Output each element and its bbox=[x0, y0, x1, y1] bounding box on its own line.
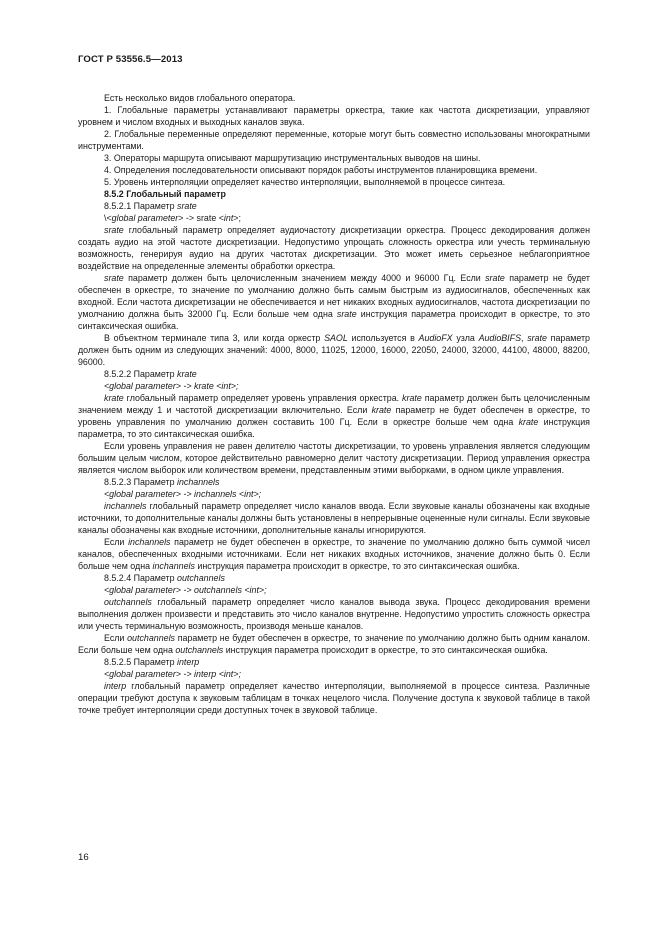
text-run: инструкция параметра происходит в оркестре, то это синтаксическая ошибка. bbox=[78, 309, 590, 331]
paragraph bbox=[78, 680, 590, 716]
italic-term: inchannels bbox=[128, 537, 171, 547]
italic-term: srate bbox=[104, 225, 124, 235]
text-run: В объектном терминале типа 3, или когда оркестр bbox=[104, 333, 325, 343]
text-run: параметр должен быть одним из следующих значений: 4000, 8000, 11025, 12000, 16000, 22050, 24000, 32000, 44100, 48000, 88200, 96000. bbox=[78, 333, 590, 367]
text-run: параметр не будет обеспечен в оркестре, то значение по умолчанию должно быть самым быстрым из аудиосигналов, обеспеченных как входной. Если частота дискретизации не обеспечивается и нет никаких входных аудиосигналов, частота дискретизации по умолчанию должна быть 32000 Гц. Если больше чем одна bbox=[78, 273, 590, 319]
italic-term: interp bbox=[177, 657, 200, 667]
paragraph bbox=[78, 224, 590, 272]
italic-term: <global parameter> -> outchannels <int>; bbox=[104, 585, 267, 595]
text-run: , bbox=[521, 333, 528, 343]
paragraph bbox=[78, 104, 590, 128]
paragraph bbox=[78, 368, 590, 380]
text-run: Если bbox=[104, 537, 129, 547]
text-run: 8.5.2.3 Параметр bbox=[104, 477, 178, 487]
italic-term: outchannels bbox=[177, 573, 225, 583]
text-run: 8.5.2.1 Параметр bbox=[104, 201, 178, 211]
paragraph bbox=[78, 392, 590, 440]
paragraph bbox=[78, 164, 590, 176]
italic-term: outchannels bbox=[104, 597, 152, 607]
italic-term: inchannels bbox=[177, 477, 220, 487]
text-run: 8.5.2.5 Параметр bbox=[104, 657, 178, 667]
text-run: 1. Глобальные параметры устанавливают параметры оркестра, такие как частота дискретизации, управляют уровнем и числом входных и выходных каналов звука. bbox=[78, 105, 590, 127]
text-run: глобальный параметр определяет уровень управления оркестра. bbox=[123, 393, 403, 403]
section-heading bbox=[78, 188, 590, 200]
text-run: 2. Глобальные переменные определяют переменные, которые могут быть совместно использованы многократными инструментами. bbox=[78, 129, 590, 151]
paragraph bbox=[78, 272, 590, 332]
text-run: глобальный параметр определяет число каналов ввода. Если звуковые каналы обозначены как входные источники, то дополнительные каналы должны быть установлены в непрерывные оцененные нули сигналы. Если звуковые каналы обозначены как входные источники, дополнительные каналы игнорируются. bbox=[78, 501, 590, 535]
paragraph bbox=[78, 332, 590, 368]
text-run: глобальный параметр определяет аудиочастоту дискретизации оркестра. Процесс декодирования должен создать аудио на этой частоте дискретизации. Недопустимо упрощать сложность оркестра или учесть терминальную возможность, генерируя аудио на других частотах дискретизации. Это может иметь серьезное неблагоприятное воздействие на определенные элементы обработки оркестра. bbox=[78, 225, 590, 271]
text-run: > -> srate < bbox=[178, 213, 224, 223]
paragraph bbox=[78, 176, 590, 188]
paragraph bbox=[78, 128, 590, 152]
text-run: параметр не будет обеспечен в оркестре, то значение по умолчанию должно быть одним каналом. Если больше чем одна bbox=[78, 633, 591, 655]
paragraph bbox=[78, 440, 590, 476]
text-run: >; bbox=[233, 213, 241, 223]
italic-term: AudioFX bbox=[418, 333, 453, 343]
text-run: \< bbox=[104, 213, 112, 223]
italic-term: <global parameter> -> inchannels <int>; bbox=[104, 489, 262, 499]
italic-term: srate bbox=[336, 309, 357, 319]
document-header: ГОСТ Р 53556.5—2013 bbox=[78, 54, 183, 65]
paragraph bbox=[78, 92, 590, 104]
text-run: Есть несколько видов глобального оператора. bbox=[104, 93, 296, 103]
paragraph bbox=[78, 632, 590, 656]
italic-term: srate bbox=[104, 273, 124, 283]
text-run: инструкция параметра происходит в оркестре, то это синтаксическая ошибка. bbox=[194, 561, 520, 571]
text-run: узла bbox=[452, 333, 479, 343]
italic-term: srate bbox=[527, 333, 547, 343]
text-run: 8.5.2.4 Параметр bbox=[104, 573, 178, 583]
italic-term: interp bbox=[104, 681, 127, 691]
italic-term: inchannels bbox=[104, 501, 147, 511]
paragraph bbox=[78, 380, 590, 392]
italic-term: krate bbox=[371, 405, 392, 415]
paragraph bbox=[78, 152, 590, 164]
italic-term: srate bbox=[485, 273, 505, 283]
text-run: Если bbox=[104, 633, 128, 643]
italic-term: krate bbox=[177, 369, 197, 379]
italic-term: krate bbox=[518, 417, 539, 427]
paragraph bbox=[78, 500, 590, 536]
italic-term: <global parameter> -> interp <int>; bbox=[104, 669, 241, 679]
italic-term: SAOL bbox=[324, 333, 348, 343]
paragraph bbox=[78, 476, 590, 488]
paragraph bbox=[78, 668, 590, 680]
text-run: параметр не будет обеспечен в оркестре, то значение по умолчанию должно быть суммой чисел каналов, обеспеченных входными источниками. Если нет никаких входных источников, значение должно быть 0. Если больше чем одна bbox=[78, 537, 591, 571]
italic-term: inchannels bbox=[152, 561, 195, 571]
paragraph bbox=[78, 212, 590, 224]
text-run: глобальный параметр определяет качество интерполяции, выполняемой в процессе синтеза. Различные операции требуют доступа к звуковым таблицам в точках нецелого числа. Получение доступа к звуковой таблице в такой точке требует интерполяции среди доступных точек в звуковой таблице. bbox=[78, 681, 590, 715]
italic-term: global parameter bbox=[111, 213, 179, 223]
paragraph bbox=[78, 488, 590, 500]
italic-term: AudioBIFS bbox=[478, 333, 521, 343]
paragraph bbox=[78, 596, 590, 632]
page-number: 16 bbox=[78, 852, 89, 863]
paragraph bbox=[78, 656, 590, 668]
paragraph bbox=[78, 584, 590, 596]
italic-term: outchannels bbox=[175, 645, 224, 655]
text-run: инструкция параметра происходит в оркестре, то это синтаксическая ошибка. bbox=[223, 645, 548, 655]
text-run: Если уровень управления не равен делителю частоты дискретизации, то уровень управления является следующим большим целым числом, которое действительно равномерно делит частоту дискретизации. Период управления оркестра является числом выборок или количеством времени, представленным этими выборками, в одном цикле управления. bbox=[78, 441, 590, 475]
italic-term: int bbox=[223, 213, 234, 223]
text-run: 3. Операторы маршрута описывают маршрутизацию инструментальных выводов на шины. bbox=[104, 153, 481, 163]
text-run: параметр не будет обеспечен в оркестре, то уровень управления по умолчанию должен составить 100 Гц. Если в оркестре больше чем одна bbox=[78, 405, 590, 427]
text-run: 8.5.2 Глобальный параметр bbox=[104, 189, 226, 199]
text-run: параметр должен быть целочисленным значением между 1 и частотой дискретизации включительно. Если bbox=[78, 393, 590, 415]
text-run: 8.5.2.2 Параметр bbox=[104, 369, 178, 379]
text-run: глобальный параметр определяет число каналов вывода звука. Процесс декодирования времени выполнения должен произвести и представить это число каналов внутренне. Недопустимо упростить сложность оркестра или учесть терминальную возможность, производя меньше каналов. bbox=[78, 597, 590, 631]
italic-term: srate bbox=[177, 201, 197, 211]
paragraph bbox=[78, 536, 590, 572]
text-run: 5. Уровень интерполяции определяет качество интерполяции, выполняемой в процессе синтеза. bbox=[104, 177, 506, 187]
text-run: инструкция параметра, то это синтаксическая ошибка. bbox=[78, 417, 590, 439]
text-run: 4. Определения последовательности описывают порядок работы инструментов планировщика времени. bbox=[104, 165, 538, 175]
paragraph bbox=[78, 572, 590, 584]
document-body bbox=[78, 92, 590, 716]
italic-term: krate bbox=[104, 393, 124, 403]
text-run: используется в bbox=[347, 333, 419, 343]
italic-term: krate bbox=[402, 393, 422, 403]
italic-term: <global parameter> -> krate <int>; bbox=[104, 381, 239, 391]
italic-term: outchannels bbox=[127, 633, 175, 643]
text-run: параметр должен быть целочисленным значением между 4000 и 96000 Гц. Если bbox=[123, 273, 486, 283]
paragraph bbox=[78, 200, 590, 212]
